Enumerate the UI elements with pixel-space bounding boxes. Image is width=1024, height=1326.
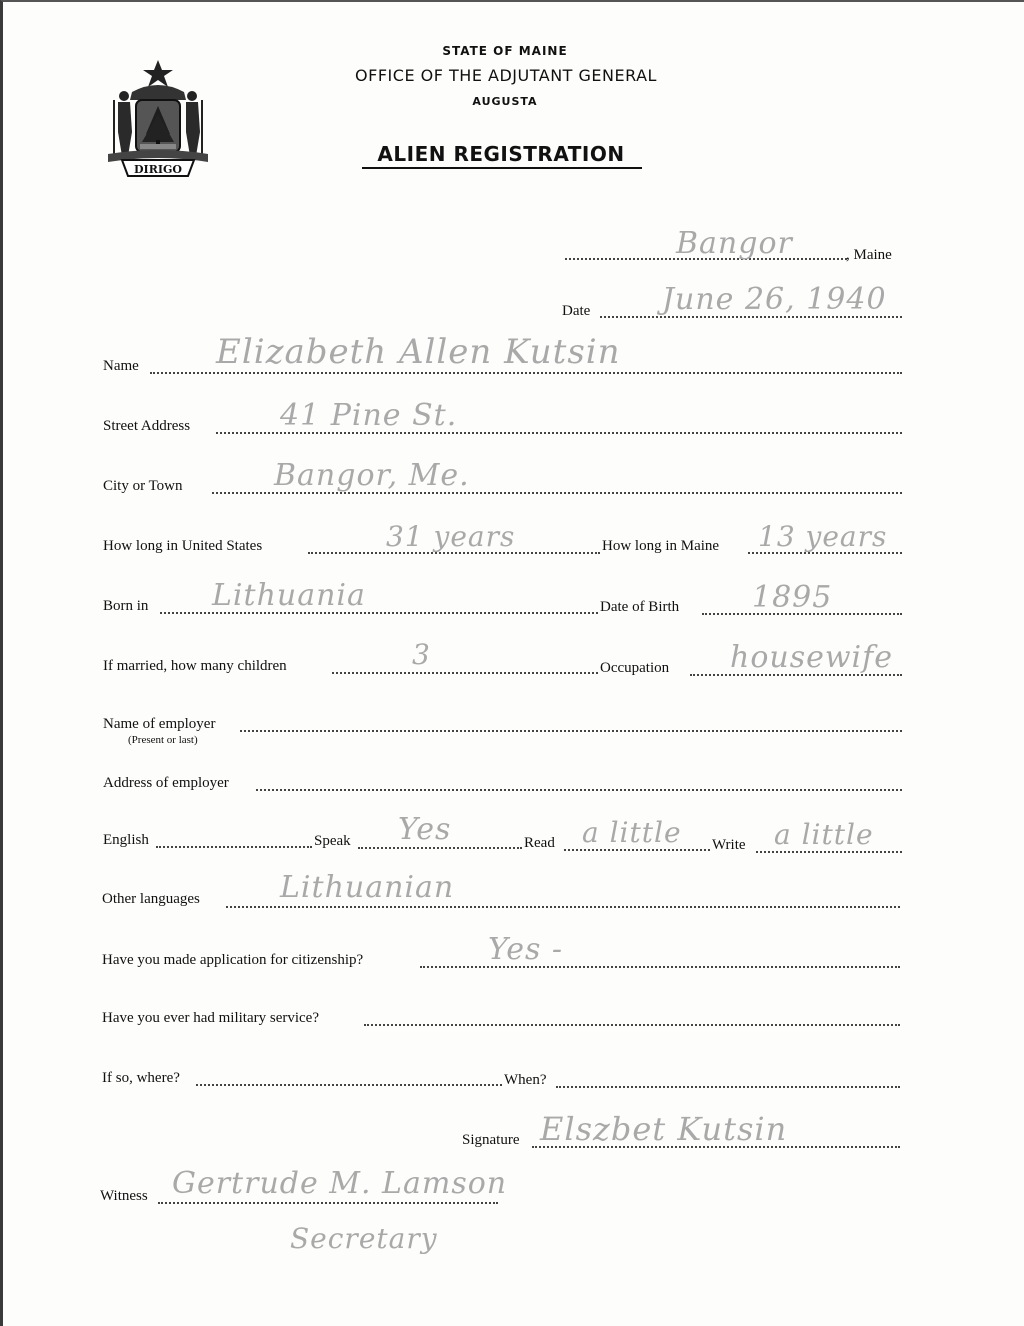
children-value: 3 [412,638,431,671]
date-label: Date [562,303,591,319]
witness-line [158,1202,498,1204]
english-label: English [103,832,149,848]
how-long-maine-label: How long in Maine [602,538,720,554]
where-label: If so, where? [102,1070,180,1086]
other-languages-line [226,906,900,908]
witness-title-value: Secretary [290,1222,438,1255]
header-office: OFFICE OF THE ADJUTANT GENERAL [355,66,657,85]
date-of-birth-value: 1895 [752,580,833,615]
title-underline [362,167,642,169]
city-or-town-label: City or Town [103,478,183,494]
born-in-label: Born in [103,598,149,614]
citizenship-value: Yes - [488,932,564,967]
how-long-us-value: 31 years [386,520,516,553]
witness-value: Gertrude M. Lamson [172,1166,508,1201]
occupation-label: Occupation [600,660,670,676]
employer-name-label: Name of employer [103,716,216,732]
seal-motto: DIRIGO [134,163,182,176]
married-children-label: If married, how many children [103,658,287,674]
header-city: AUGUSTA [472,95,538,108]
born-in-value: Lithuania [212,578,366,613]
speak-line [358,847,522,849]
maine-state-seal [102,56,214,182]
street-address-label: Street Address [103,418,191,434]
city-or-town-value: Bangor, Me. [274,458,470,493]
citizenship-label: Have you made application for citizenship? [102,952,364,968]
signature-label: Signature [462,1132,520,1148]
signature-value: Elszbet Kutsin [540,1110,788,1148]
header-state: STATE OF MAINE [442,44,568,58]
speak-label: Speak [314,833,351,849]
english-line [156,846,312,848]
date-value: June 26, 1940 [662,282,887,317]
name-value: Elizabeth Allen Kutsin [216,332,621,372]
occupation-value: housewife [730,640,893,675]
street-address-value: 41 Pine St. [280,398,458,433]
when-line [556,1086,900,1088]
witness-label: Witness [100,1188,148,1204]
form-title: ALIEN REGISTRATION [377,142,625,166]
read-label: Read [524,835,555,851]
married-children-line [332,672,598,674]
name-label: Name [103,358,139,374]
read-value: a little [582,816,682,849]
name-line [150,372,902,374]
write-value: a little [774,818,874,851]
write-line [756,851,902,853]
date-of-birth-label: Date of Birth [600,599,680,615]
place-value: Bangor [676,226,793,261]
how-long-us-label: How long in United States [103,538,263,554]
maine-suffix-label: , Maine [846,247,892,263]
other-languages-label: Other languages [102,891,200,907]
when-label: When? [504,1072,547,1088]
write-label: Write [712,837,746,853]
military-line [364,1024,900,1026]
other-languages-value: Lithuanian [280,870,455,905]
speak-value: Yes [398,812,452,847]
employer-address-label: Address of employer [103,775,229,791]
military-label: Have you ever had military service? [102,1010,319,1026]
how-long-maine-value: 13 years [758,520,888,553]
employer-name-note: (Present or last) [128,734,198,746]
where-line [196,1084,502,1086]
employer-name-line [240,730,902,732]
employer-address-line [256,789,902,791]
read-line [564,849,710,851]
